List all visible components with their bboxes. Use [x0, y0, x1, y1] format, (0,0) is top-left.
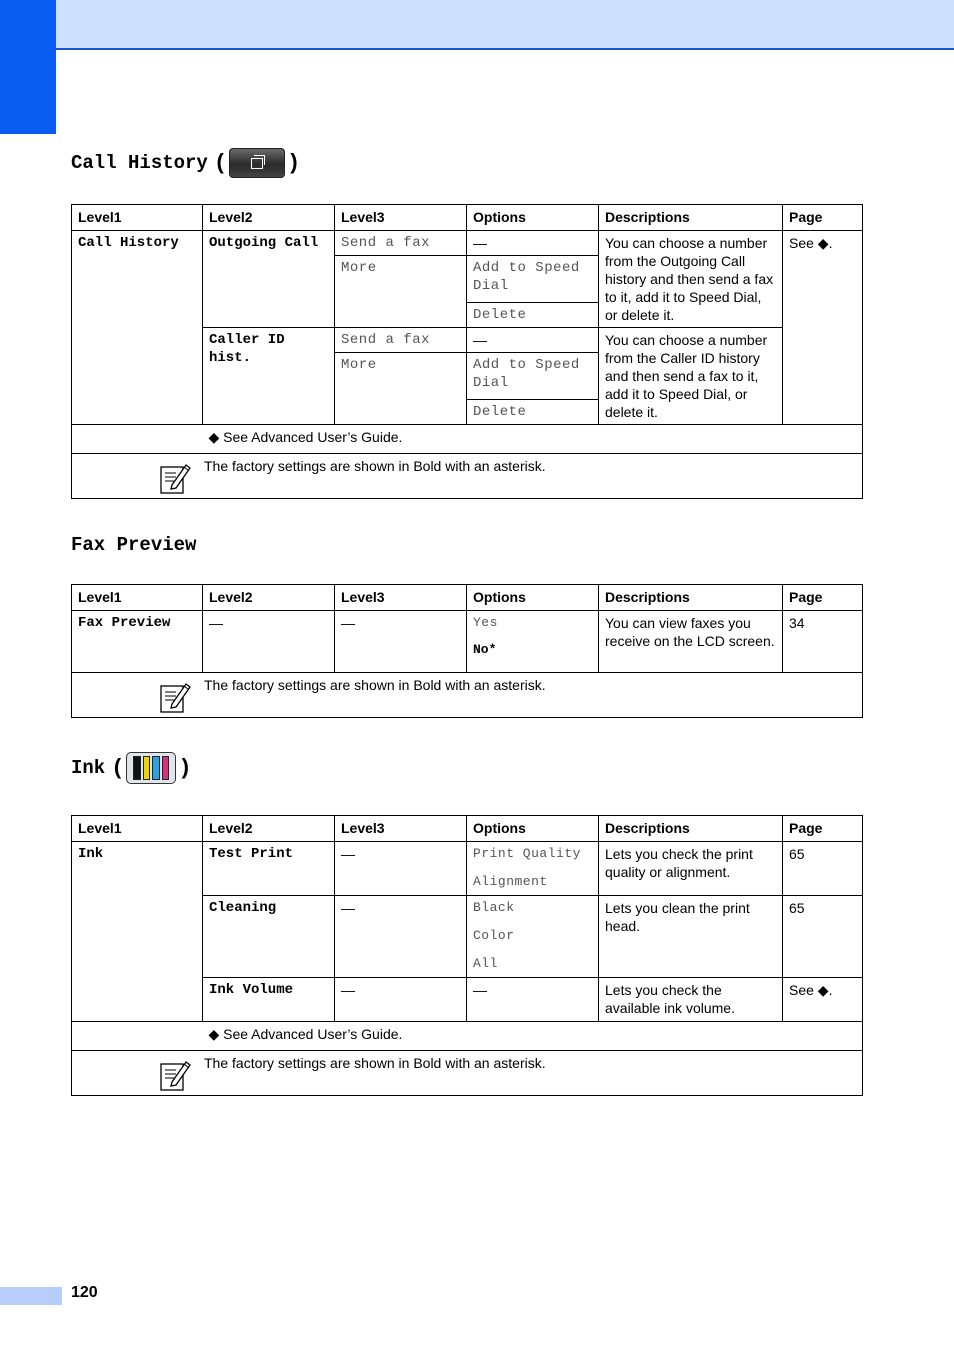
section-title-call-history: Call History ( )	[71, 148, 300, 178]
table-row: Cleaning — Black Color All Lets you clean the print head. 65	[72, 896, 863, 978]
memo-pencil-icon	[158, 461, 192, 495]
see-guide-row: ◆ See Advanced User’s Guide.	[72, 1022, 863, 1051]
memo-pencil-icon	[158, 1058, 192, 1092]
table-row: Caller ID hist. Send a fax — You can choose a number from the Caller ID history and then send a fax to it, add it to Speed Dial, or delete it.	[72, 328, 863, 353]
note-row: The factory settings are shown in Bold with an asterisk.	[72, 673, 863, 718]
see-guide-row: ◆ See Advanced User’s Guide.	[72, 425, 863, 454]
fax-preview-table	[71, 584, 863, 718]
memo-pencil-icon	[158, 680, 192, 714]
call-history-title: Call History	[71, 152, 208, 174]
call-history-table	[71, 204, 863, 499]
ink-table	[71, 815, 863, 1096]
note-row: The factory settings are shown in Bold with an asterisk.	[72, 454, 863, 499]
page-number: 120	[71, 1284, 98, 1301]
page-number-tab	[0, 1287, 62, 1305]
fax-preview-title: Fax Preview	[71, 534, 197, 556]
call-history-icon	[229, 148, 285, 178]
table-row: More Add to Speed Dial	[72, 256, 863, 303]
page-cell: See ◆.	[783, 231, 863, 425]
table-row: Ink Volume — — Lets you check the available ink volume. See ◆.	[72, 978, 863, 1022]
chapter-tab	[0, 0, 56, 134]
level2-cell: Outgoing Call	[203, 231, 335, 328]
note-row: The factory settings are shown in Bold with an asterisk.	[72, 1051, 863, 1096]
table-row: Ink Test Print — Print Quality Alignment Lets you check the print quality or alignment. 65	[72, 842, 863, 896]
table-header-row: Level1 Level2 Level3 Options Descriptions Page	[72, 816, 863, 842]
table-header-row: Level1 Level2 Level3 Options Descriptions Page	[72, 585, 863, 611]
ink-title: Ink	[71, 757, 106, 779]
ink-cartridge-icon	[126, 752, 176, 784]
level2-cell: Caller ID hist.	[203, 328, 335, 425]
table-row: Call History Outgoing Call Send a fax — You can choose a number from the Outgoing Call history and then send a fax to it, add it to Speed Dial, or delete it. See ◆.	[72, 231, 863, 256]
section-title-fax-preview	[71, 534, 196, 556]
header-band	[56, 0, 954, 50]
table-row: Delete	[72, 400, 863, 425]
table-row: Fax Preview — — Yes No* You can view faxes you receive on the LCD screen. 34	[72, 611, 863, 673]
section-title-ink: Ink ( )	[71, 752, 192, 784]
table-header-row: Level1 Level2 Level3 Options Descriptions Page	[72, 205, 863, 231]
table-row: Delete	[72, 303, 863, 328]
level1-cell: Call History	[72, 231, 203, 425]
table-row: More Add to Speed Dial	[72, 353, 863, 400]
